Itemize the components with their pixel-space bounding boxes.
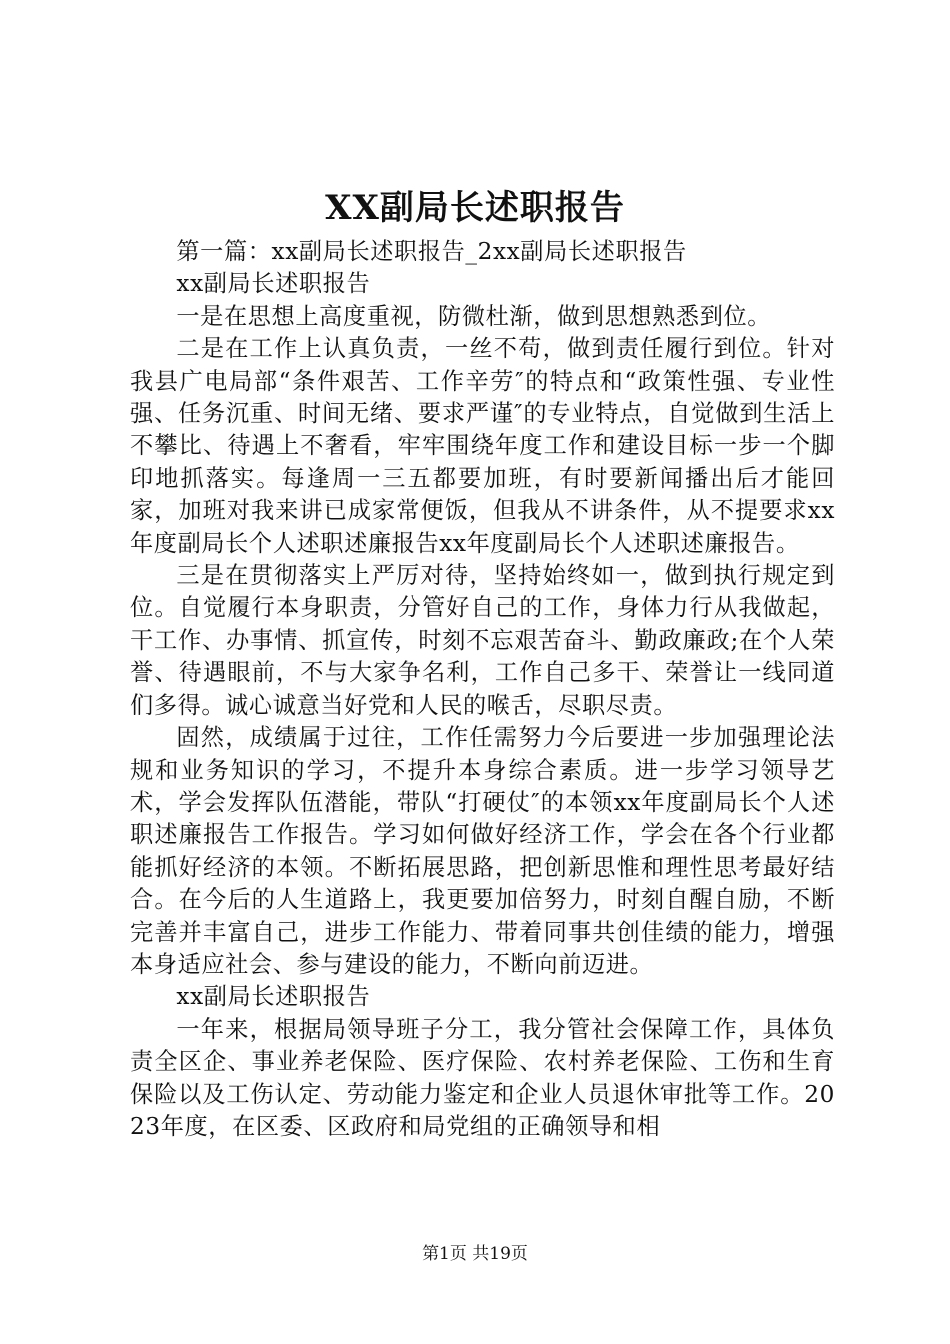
- page-number: 第1页 共19页: [422, 1244, 528, 1264]
- paragraph-report-intro: 一年来，根据局领导班子分工，我分管社会保障工作，具体负责全区企、事业养老保险、医疗保险、农村养老保险、工伤和生育保险以及工伤认定、劳动能力鉴定和企业人员退休审批等工作。2023年度，在区委、区政府和局党组的正确领导和相: [130, 1015, 835, 1140]
- paragraph-heading-2: xx副局长述职报告: [176, 983, 371, 1011]
- paragraph-point-2: 二是在工作上认真负责，一丝不苟，做到责任履行到位。针对我县广电局部“条件艰苦、工作辛劳″的特点和“政策性强、专业性强、任务沉重、时间无绪、要求严谨″的专业特点，自觉做到生活上不攀比、待遇上不奢看，牢牢围绕年度工作和建设目标一步一个脚印地抓落实。每逢周一三五都要加班，有时要新闻播出后才能回家，加班对我来讲已成家常便饭，但我从不讲条件，从不提要求xx年度副局长个人述职述廉报告xx年度副局长个人述职述廉报告。: [130, 335, 835, 557]
- paragraph-point-1: 一是在思想上高度重视，防微杜渐，做到思想熟悉到位。: [176, 302, 772, 330]
- paragraph-point-3: 三是在贯彻落实上严厉对待，坚持始终如一，做到执行规定到位。自觉履行本身职责，分管好自己的工作，身体力行从我做起，干工作、办事情、抓宣传，时刻不忘艰苦奋斗、勤政廉政;在个人荣誉、待遇眼前，不与大家争名利，工作自己多干、荣誉让一线同道们多得。诚心诚意当好党和人民的喉舌，尽职尽责。: [130, 562, 835, 719]
- paragraph-heading-1: xx副局长述职报告: [176, 270, 371, 298]
- document-body: [130, 236, 835, 1143]
- paragraph-subtitle: 第一篇：xx副局长述职报告_2xx副局长述职报告: [176, 238, 687, 265]
- paragraph-conclusion: 固然，成绩属于过往，工作任需努力今后要进一步加强理论法规和业务知识的学习，不提升本身综合素质。进一步学习领导艺术，学会发挥队伍潜能，带队“打硬仗″的本领xx年度副局长个人述职述廉报告工作报告。学习如何做好经济工作，学会在各个行业都能抓好经济的本领。不断拓展思路，把创新思惟和理性思考最好结合。在今后的人生道路上，我更要加倍努力，时刻自醒自励，不断完善并丰富自己，进步工作能力、带着同事共创佳绩的能力，增强本身适应社会、参与建设的能力，不断向前迈进。: [130, 724, 835, 978]
- document-title: XX副局长述职报告: [325, 188, 625, 228]
